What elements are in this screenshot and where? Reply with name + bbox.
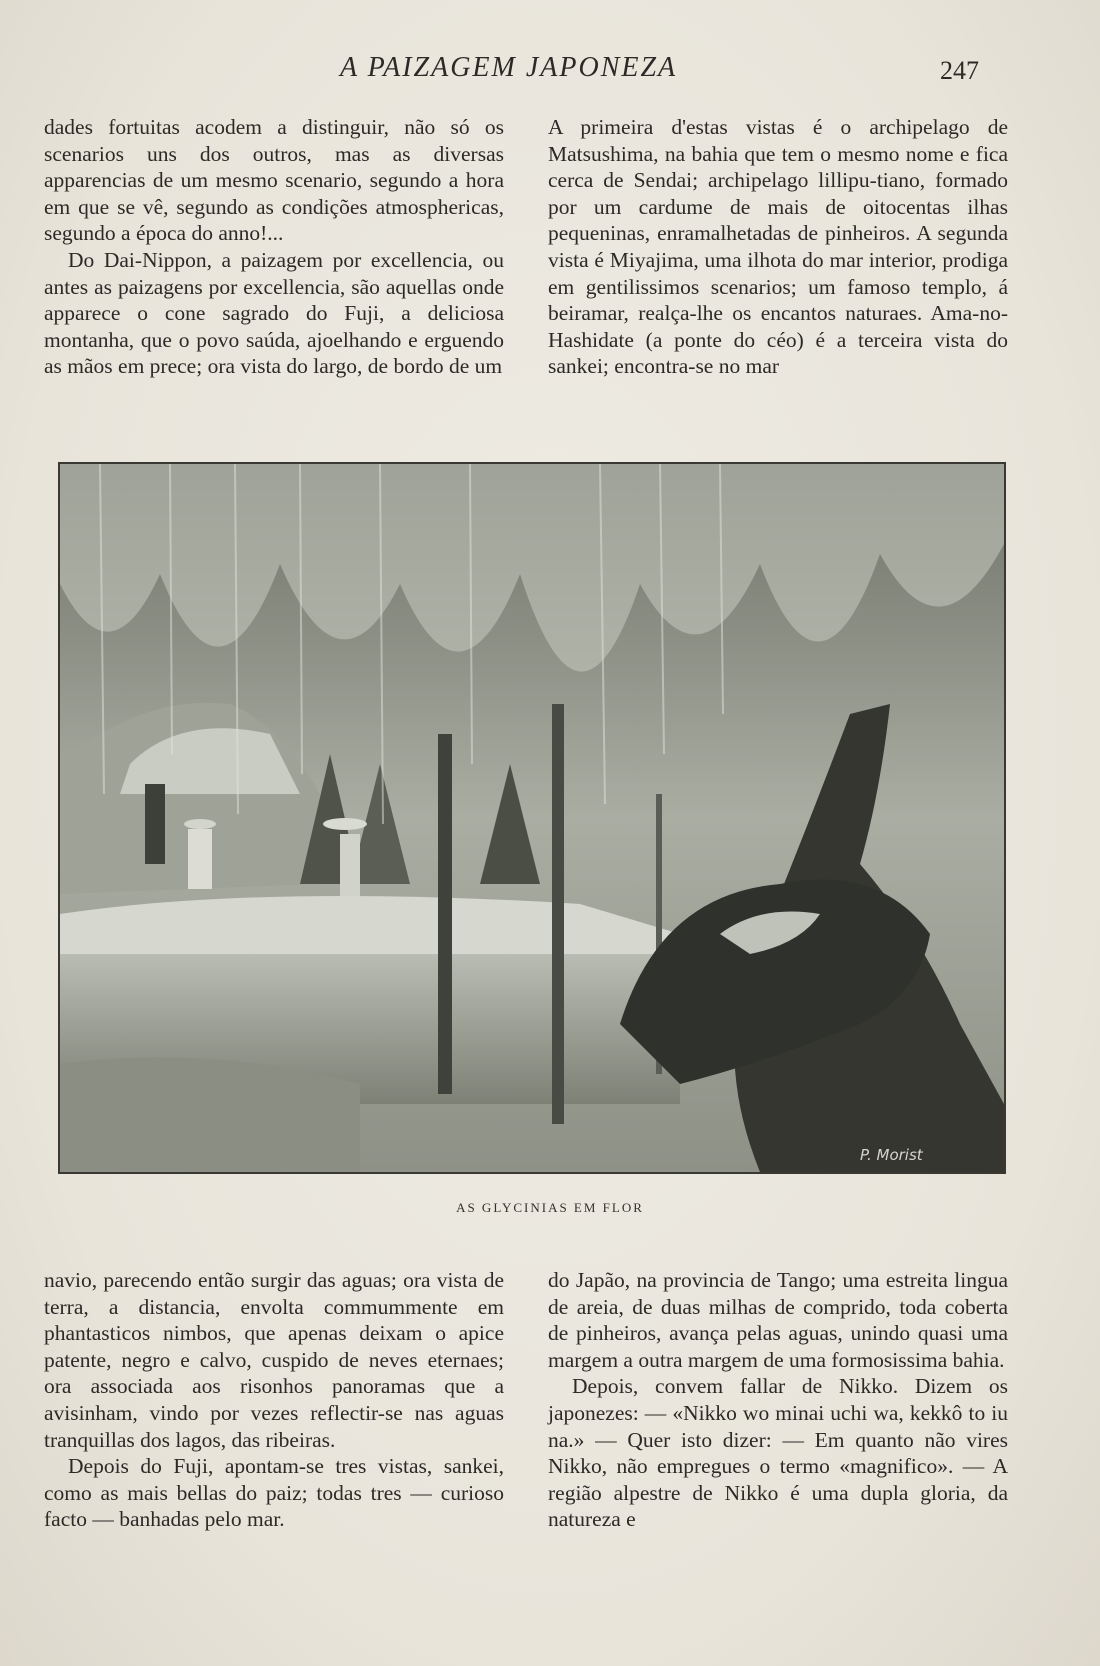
wisteria-garden-photo (60, 464, 1004, 1172)
paragraph: Do Dai-Nippon, a paizagem por excellencia, ou antes as paizagens por excellencia, são aquellas onde apparece o cone sagrado do Fuji, a deliciosa montanha, que o povo saúda, ajoelhando e erguendo as mãos em prece; ora vista do largo, de bordo de um (44, 247, 504, 379)
figure-caption: AS GLYCINIAS EM FLOR (456, 1200, 644, 1215)
paragraph: Depois do Fuji, apontam-se tres vistas, sankei, como as mais bellas do paiz; todas tres — curioso facto — banhadas pelo mar. (44, 1454, 504, 1532)
paragraph: Depois, convem fallar de Nikko. Dizem os japonezes: — «Nikko wo minai uchi wa, kekkô to iu na.» — Quer isto dizer: — Em quanto não vires Nikko, não empregues o termo «magnifico». — A região alpestre de Nikko é uma dupla gloria, da natureza e (548, 1374, 1008, 1532)
photographer-signature: P. Morist (860, 1146, 923, 1164)
paragraph: do Japão, na provincia de Tango; uma estreita lingua de areia, de duas milhas de comprido, toda coberta de pinheiros, avança pelas aguas, unindo quasi uma margem a outra margem de uma formosissima bahia. (548, 1268, 1008, 1372)
photo-figure (58, 462, 1006, 1174)
page-number: 247 (940, 56, 979, 85)
column-top-right (548, 114, 1008, 380)
paragraph: dades fortuitas acodem a distinguir, não só os scenarios uns dos outros, mas as diversas apparencias de um mesmo scenario, segundo a hora em que se vê, segundo as condições atmosphericas, segundo a época do anno!... (44, 115, 504, 246)
paragraph: navio, parecendo então surgir das aguas; ora vista de terra, a distancia, envolta commummente em phantasticos nimbos, que apenas deixam o apice patente, negro e calvo, cuspido de neves eternaes; ora associada aos risonhos panoramas que a avisinham, vindo por vezes reflectir-se nas aguas tranquillas dos lagos, das ribeiras. (44, 1268, 504, 1452)
column-top-left (44, 114, 504, 380)
running-title: A PAIZAGEM JAPONEZA (340, 52, 678, 83)
column-bottom-left (44, 1267, 504, 1533)
paragraph: A primeira d'estas vistas é o archipelago de Matsushima, na bahia que tem o mesmo nome e fica cerca de Sendai; archipelago lillipu-tiano, formado por um cardume de mais de oitocentas ilhas pequeninas, enramalhetadas de pinheiros. A segunda vista é Miyajima, uma ilhota do mar interior, prodiga em gentilissimos scenarios; um famoso templo, á beiramar, realça-lhe os encantos naturaes. Ama-no-Hashidate (a ponte do céo) é a terceira vista do sankei; encontra-se no mar (548, 115, 1008, 379)
column-bottom-right (548, 1267, 1008, 1533)
running-head (0, 52, 1100, 92)
